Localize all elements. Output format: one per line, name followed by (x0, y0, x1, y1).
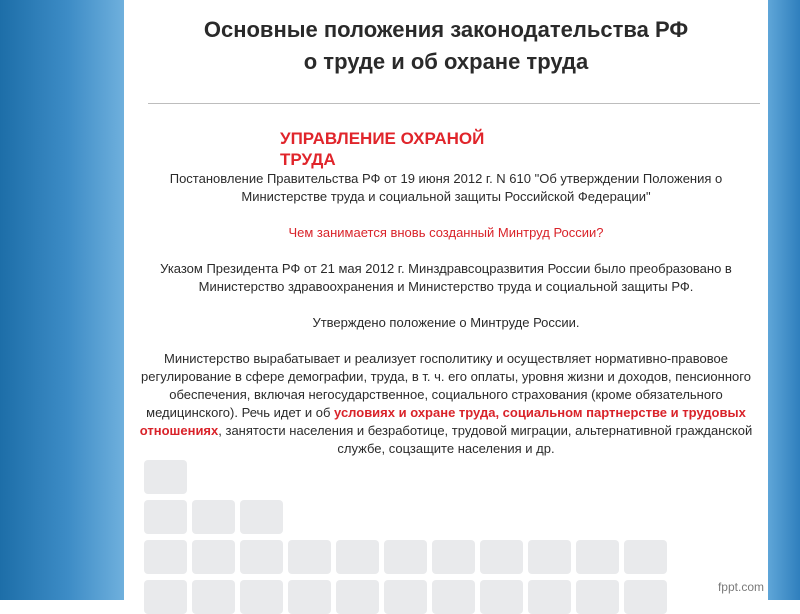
ministry-paragraph (134, 350, 758, 458)
background-tile (480, 580, 523, 614)
background-tile (624, 580, 667, 614)
background-tile (144, 540, 187, 574)
ukaz-paragraph: Указом Президента РФ от 21 мая 2012 г. Минздравсоцразвития России было преобразовано в Министерство здравоохранения и Министерство труда и социальной защиты РФ. (160, 261, 732, 294)
approved-paragraph: Утверждено положение о Минтруде России. (312, 315, 580, 330)
background-tile (528, 580, 571, 614)
background-tile (144, 500, 187, 534)
title-divider (148, 103, 760, 104)
background-tile (240, 540, 283, 574)
background-tile (576, 580, 619, 614)
title-line-1: Основные положения законодательства РФ (203, 17, 689, 42)
background-tile (192, 580, 235, 614)
fppt-watermark: fppt.com (717, 580, 764, 594)
question-paragraph: Чем занимается вновь созданный Минтруд России? (288, 225, 604, 240)
ministry-text-part1: Министерство вырабатывает и реализует госполитику и осуществляет нормативно-правовое регулирование в сфере демографии, труда, в т. ч. его оплаты, уровня жизни и доходов, пенсионного обеспечения, включая негосударственное, социального страхования (кроме обязательного медицинского). Речь идет и об (141, 351, 751, 420)
background-tile (480, 540, 523, 574)
slide-body (134, 170, 758, 458)
background-tile (576, 540, 619, 574)
left-blue-bar (0, 0, 124, 600)
background-tile (288, 580, 331, 614)
decree-paragraph: Постановление Правительства РФ от 19 июня 2012 г. N 610 "Об утверждении Положения о Министерстве труда и социальной защиты Российской Федерации" (169, 171, 723, 204)
background-tile (384, 580, 427, 614)
background-tile (288, 540, 331, 574)
background-tile (528, 540, 571, 574)
background-tile (336, 540, 379, 574)
slide (124, 0, 768, 600)
background-tile (432, 580, 475, 614)
ministry-highlight: условиях и охране труда, социальном партнерстве и трудовых отношениях (139, 405, 746, 438)
background-tile (144, 580, 187, 614)
right-blue-bar (768, 0, 800, 600)
background-tile (384, 540, 427, 574)
background-tiles (124, 460, 768, 600)
background-tile (432, 540, 475, 574)
background-tile (240, 500, 283, 534)
title-line-2: о труде и об охране труда (303, 49, 589, 74)
slide-title (124, 14, 768, 78)
background-tile (192, 540, 235, 574)
background-tile (192, 500, 235, 534)
ministry-text-part2: , занятости населения и безработице, трудовой миграции, альтернативной гражданской службе, соцзащите населения и др. (218, 423, 753, 456)
section-subtitle: УПРАВЛЕНИЕ ОХРАНОЙ ТРУДА (280, 129, 485, 169)
background-tile (624, 540, 667, 574)
background-tile (144, 460, 187, 494)
background-tile (336, 580, 379, 614)
background-tile (240, 580, 283, 614)
